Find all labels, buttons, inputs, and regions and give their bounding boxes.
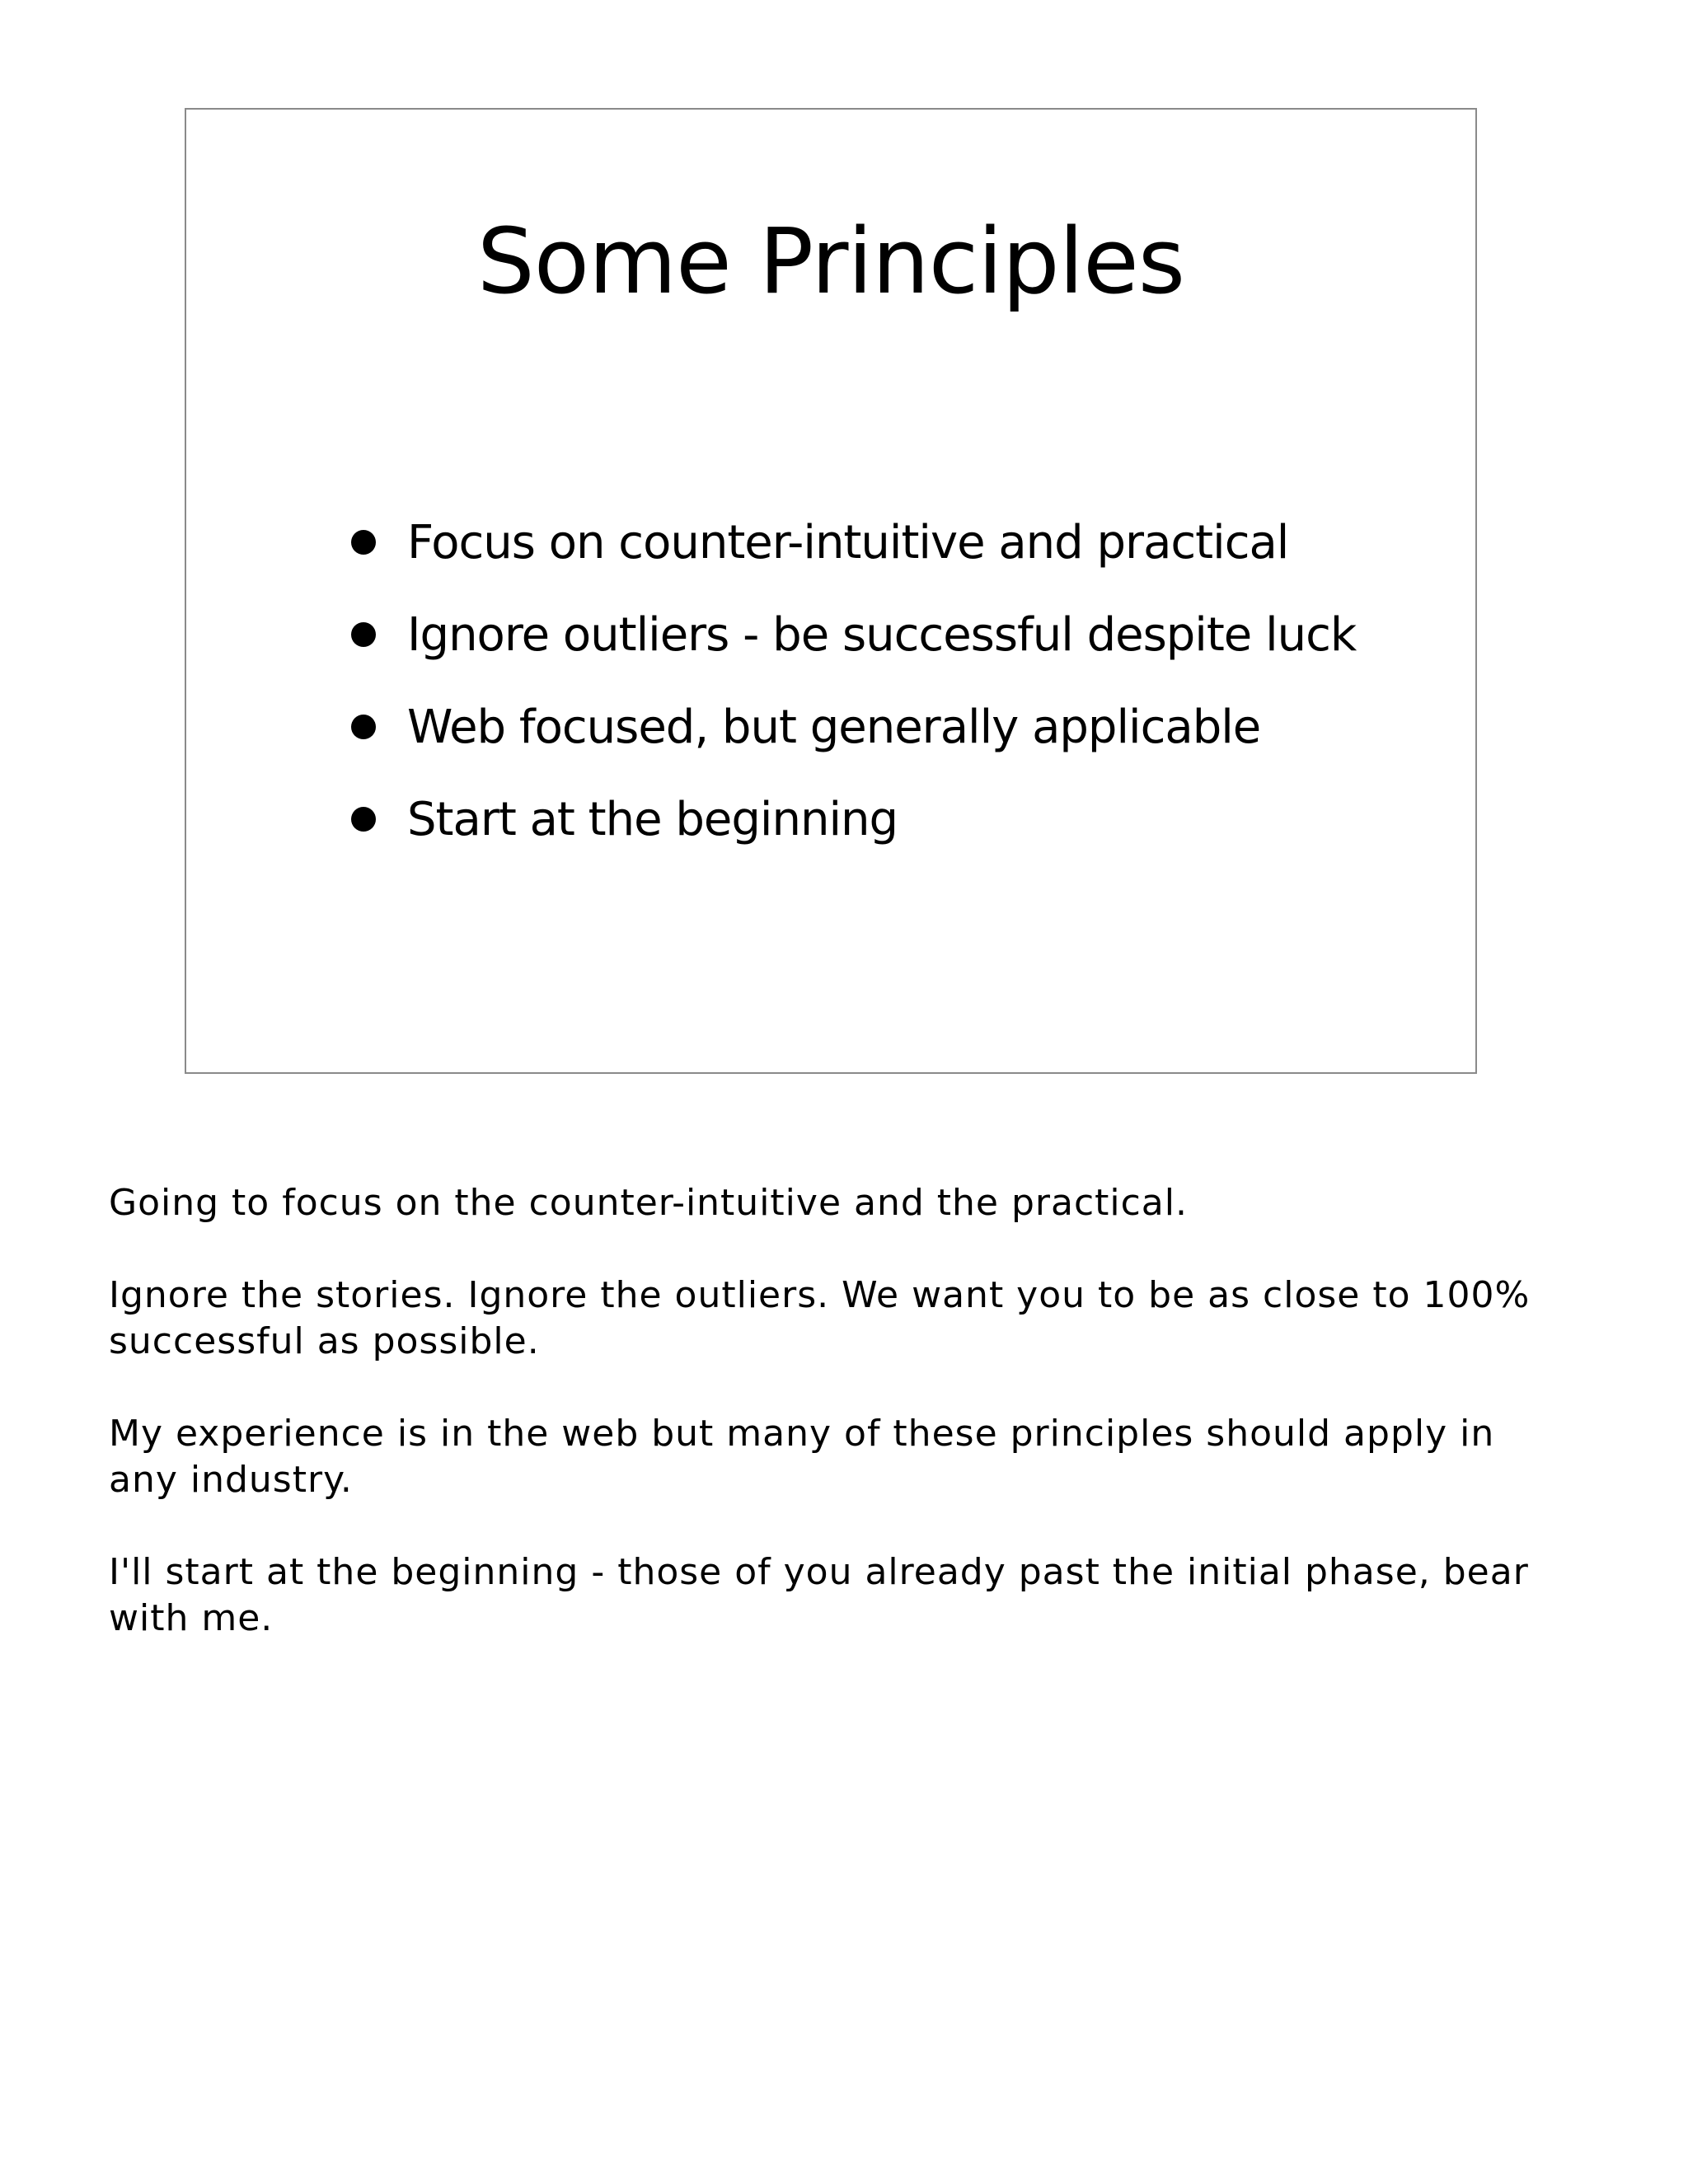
bullet-dot-icon [351, 622, 376, 647]
bullet-dot-icon [351, 715, 376, 739]
bullet-text: Ignore outliers - be successful despite luck [407, 608, 1357, 662]
bullet-text: Web focused, but generally applicable [407, 701, 1261, 754]
bullet-dot-icon [351, 530, 376, 555]
bullet-item [351, 497, 1356, 589]
bullet-item [351, 682, 1356, 774]
speaker-notes [109, 1180, 1559, 1688]
note-paragraph: Going to focus on the counter-intuitive and the practical. [109, 1182, 1188, 1224]
note-paragraph: Ignore the stories. Ignore the outliers. We want you to be as close to 100% successful as possible. [109, 1274, 1531, 1362]
bullet-text: Start at the beginning [407, 793, 898, 846]
bullet-list [351, 497, 1356, 866]
slide-title: Some Principles [476, 209, 1185, 314]
note-paragraph: I'll start at the beginning - those of you already past the initial phase, bear with me. [109, 1551, 1529, 1639]
note-paragraph: My experience is in the web but many of these principles should apply in any industry. [109, 1413, 1495, 1501]
bullet-item [351, 774, 1356, 866]
bullet-dot-icon [351, 807, 376, 832]
bullet-text: Focus on counter-intuitive and practical [407, 516, 1289, 569]
slide-frame [185, 108, 1477, 1074]
bullet-item [351, 589, 1356, 682]
